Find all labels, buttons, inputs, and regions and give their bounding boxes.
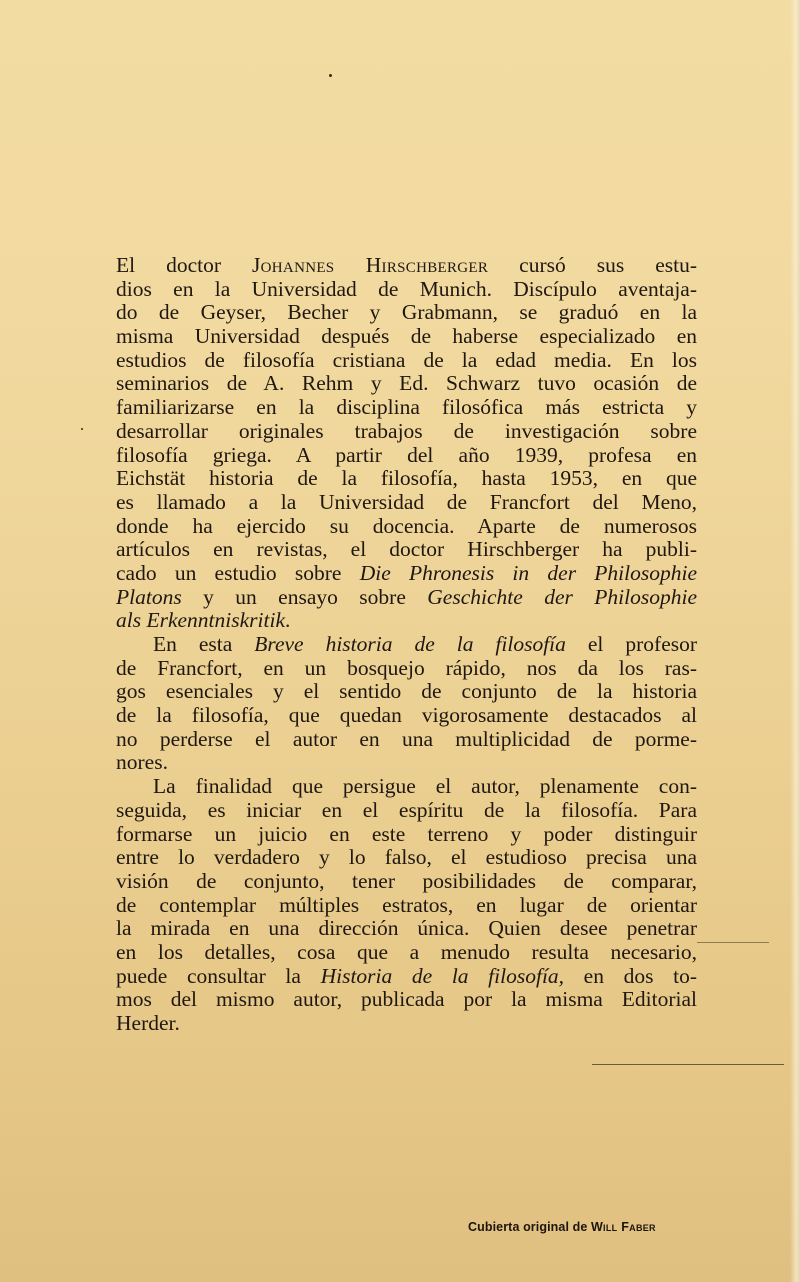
text-line: La finalidad que persigue el autor, plenamente con- (153, 774, 697, 799)
text-line (116, 965, 697, 989)
author-name: Johannes Hirschberger (252, 253, 489, 277)
text-line: desarrollar originales trabajos de investigación sobre (116, 418, 697, 443)
text-span: En esta (153, 632, 255, 656)
text-line (116, 633, 697, 657)
pencil-mark (697, 942, 769, 943)
text-line: seminarios de A. Rehm y Ed. Schwarz tuvo ocasión de (116, 371, 697, 396)
cover-credit (468, 1220, 656, 1234)
text-line: de contemplar múltiples estratos, en lugar de orientar (116, 892, 697, 917)
text-line: misma Universidad después de haberse especializado en (116, 324, 697, 349)
text-line: mos del mismo autor, publicada por la misma Editorial (116, 987, 697, 1012)
text-line: visión de conjunto, tener posibilidades de comparar, (116, 868, 697, 893)
text-line: nores. (116, 750, 168, 775)
text-line: no perderse el autor en una multiplicidad de porme- (116, 726, 697, 751)
text-span: cado un estudio sobre (116, 560, 360, 585)
text-line: do de Geyser, Becher y Grabmann, se graduó en la (116, 300, 697, 325)
text-line: Herder. (116, 1011, 180, 1035)
page-edge-shadow (790, 0, 800, 1282)
book-title: Platons (116, 584, 182, 609)
text-span: en dos to- (564, 963, 697, 988)
paper-speck (329, 74, 332, 77)
text-span: y un ensayo sobre (181, 584, 428, 609)
pencil-mark (592, 1064, 784, 1065)
text-line: estudios de filosofía cristiana de la edad media. En los (116, 347, 697, 372)
paragraph-book-summary (116, 633, 697, 775)
text-line (116, 586, 697, 610)
text-line: de Francfort, en un bosquejo rápido, nos da los ras- (116, 655, 697, 680)
paragraph-book-purpose (116, 775, 697, 1036)
text-line (116, 562, 697, 586)
text-line: artículos en revistas, el doctor Hirschberger ha publi- (116, 537, 697, 562)
text-line: seguida, es iniciar en el espíritu de la filosofía. Para (116, 797, 697, 822)
text-line: entre lo verdadero y lo falso, el estudioso precisa una (116, 845, 697, 870)
text-line: donde ha ejercido su docencia. Aparte de numerosos (116, 513, 697, 538)
text-line (116, 254, 697, 278)
book-title: Geschichte der Philosophie (427, 584, 697, 609)
text-line: la mirada en una dirección única. Quien desee penetrar (116, 916, 697, 941)
book-title: Breve historia de la filosofía (254, 632, 566, 656)
text-span: . (285, 608, 291, 633)
text-line: en los detalles, cosa que a menudo resulta necesario, (116, 939, 697, 964)
cover-artist-name: Will Faber (590, 1220, 656, 1234)
text-line: familiarizarse en la disciplina filosófica más estricta y (116, 395, 697, 420)
text-span: el profesor (565, 632, 698, 656)
text-line: filosofía griega. A partir del año 1939, profesa en (116, 442, 697, 467)
book-title: Historia de la filosofía, (320, 963, 565, 988)
paper-speck (81, 428, 83, 430)
text-line: formarse un juicio en este terreno y poder distinguir (116, 821, 697, 846)
text-line: dios en la Universidad de Munich. Discípulo aventaja- (116, 276, 697, 301)
book-title: als Erkenntniskritik (116, 608, 285, 633)
text-span: puede consultar la (116, 963, 321, 988)
book-title: Die Phronesis in der Philosophie (359, 560, 698, 585)
text-line: gos esenciales y el sentido de conjunto de la historia (116, 679, 697, 704)
text-line: Eichstät historia de la filosofía, hasta 1953, en que (116, 466, 697, 491)
text-line: de la filosofía, que quedan vigorosamente destacados al (116, 703, 697, 728)
back-cover-blurb (116, 254, 697, 1036)
text-span: cursó sus estu- (488, 253, 697, 277)
paragraph-author-bio (116, 254, 697, 633)
text-span: El doctor (116, 253, 252, 277)
credit-prefix: Cubierta original de (468, 1220, 591, 1234)
text-line: es llamado a la Universidad de Francfort del Meno, (116, 489, 697, 514)
text-line (116, 609, 697, 633)
